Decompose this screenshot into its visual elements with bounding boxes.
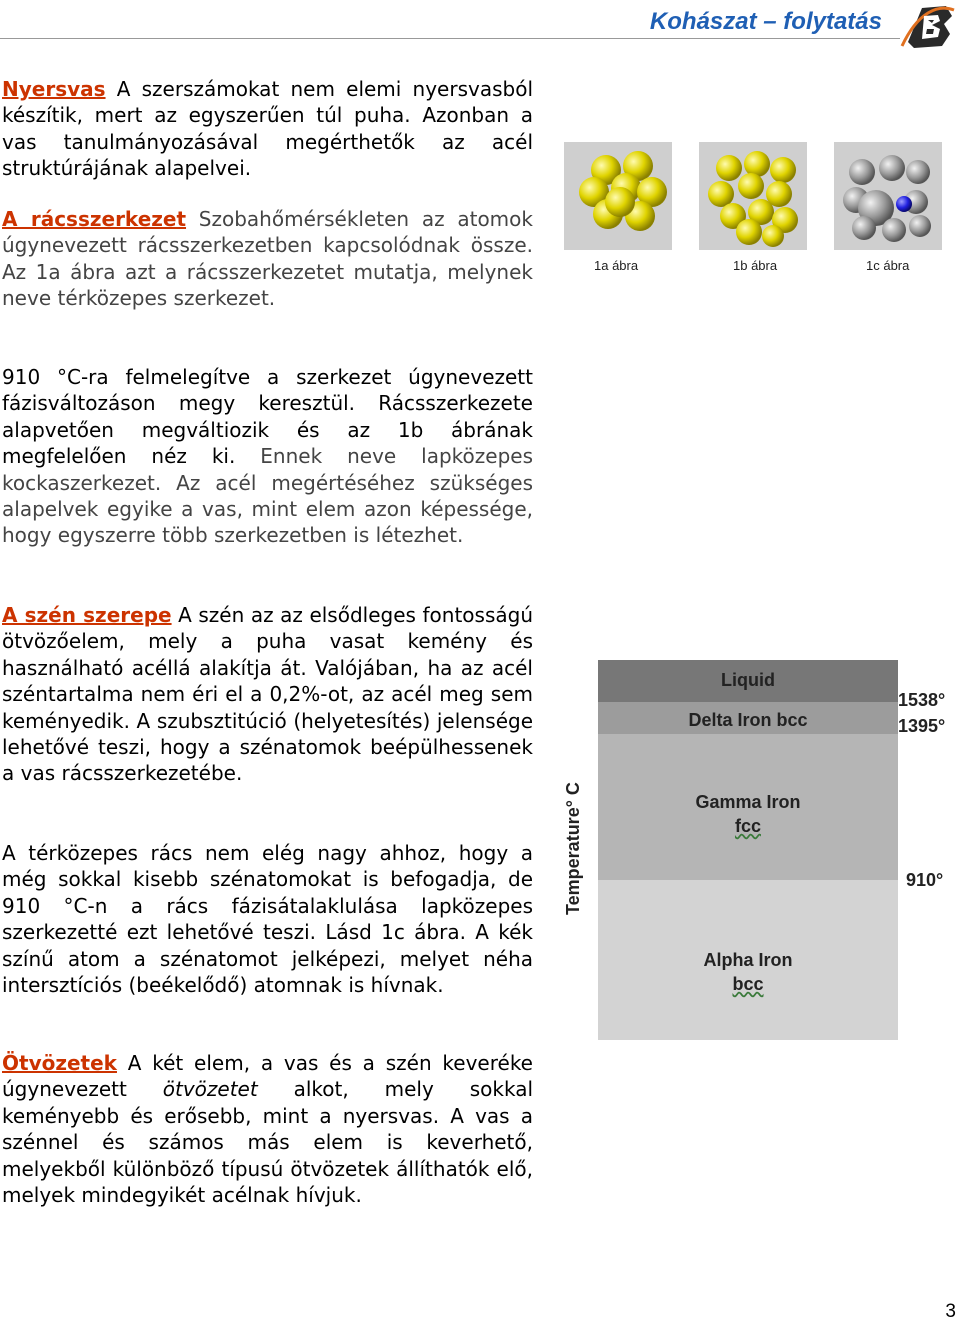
fcc-lattice-icon xyxy=(699,142,807,250)
header-title: Kohászat – folytatás xyxy=(649,8,882,35)
label-liquid: Liquid xyxy=(721,670,775,690)
temp-1538: 1538° xyxy=(898,690,946,710)
temp-910: 910° xyxy=(906,870,944,890)
text-racsszerkezet: Szobahőmérsékleten az atomok úgynevezett rácsszerkezetben kapcsolódnak össze. Az 1a ábra azt a rácsszerkezetet mutatja, melynek neve térközepes szerkezet. xyxy=(2,207,533,311)
phase-diagram xyxy=(598,660,948,1040)
text-fazis-b: Ennek neve lapközepes kockaszerkezet. Az acél megértéséhez szükséges alapelvek egyike a vas, mint elem azon képessége, hogy egyszerre több szerkezetben is létezhet. xyxy=(2,444,534,548)
carbon-atom-icon xyxy=(896,196,912,212)
header-rule xyxy=(0,38,900,39)
text-nyersvas: A szerszámokat nem elemi nyersvasból készítik, mert az egyszerűen túl puha. Azonban a vas tanulmányozásával megérthetők az acél struktúrájának alapelvei. xyxy=(2,77,533,181)
text-otvozetek-italic: ötvözetet xyxy=(162,1077,258,1102)
figure-1b-fcc xyxy=(699,142,807,250)
paragraph-terkozepes xyxy=(2,840,533,998)
paragraph-otvozetek xyxy=(2,1050,533,1208)
term-szen-szerepe: A szén szerepe xyxy=(2,603,172,627)
paragraph-racsszerkezet xyxy=(2,206,533,312)
text-szen-szerepe: A szén az az elsődleges fontosságú ötvözőelem, mely a puha vasat kemény és használható acéllá alakítja át. Valójában, ha az acél széntartalma nem éri el a 0,2%-ot, az acél meg sem keményedik. A szubsztitúció (helyetesítés) jelensége lehetővé teszi, hogy a szénatomok beépülhessenek a vas rácsszerkezetébe. xyxy=(2,603,533,786)
text-terkozepes: A térközepes rács nem elég nagy ahhoz, hogy a még sokkal kisebb szénatomokat is befogadja, de 910 °C-n a rács fázisátalaklulása lapközepes szerkezetté ezt lehetővé teszi. Lásd 1c ábra. A kék színű atom a szénatomot jelképezi, melyet néha intersztíciós (beékelődő) atomnak is hívnak. xyxy=(2,841,533,998)
label-gamma-1: Gamma Iron xyxy=(695,792,801,812)
text-otvozetek-b: alkot, mely sokkal keményebb és erősebb, mint a nyersvas. A vas a szénnel és számos más elem is keverhető, melyekből különböző típusú ötvözetek állíthatók elő, melyek mindegyikét acélnak hívjuk. xyxy=(2,1077,534,1208)
figure-1c-carbon xyxy=(834,142,942,250)
text-otvozetek-a: A két elem, a vas és a szén keveréke úgynevezett xyxy=(2,1051,533,1102)
term-otvozetek: Ötvözetek xyxy=(2,1051,117,1075)
paragraph-fazisvaltozas xyxy=(2,364,533,549)
caption-1a: 1a ábra xyxy=(594,258,639,273)
logo-icon xyxy=(898,2,956,50)
temp-1395: 1395° xyxy=(898,716,946,736)
caption-1b: 1b ábra xyxy=(733,258,778,273)
label-alpha-2: bcc xyxy=(732,974,764,994)
y-axis-label: Temperature° C xyxy=(563,782,583,915)
text-fazis-a: 910 °C-ra felmelegítve a szerkezet úgynevezett fázisváltozáson megy keresztül. Rácsszerkezete alapvetően megváltiozik és az 1b ábrának megfelelően néz ki. xyxy=(2,365,533,469)
bcc-lattice-icon xyxy=(564,142,672,250)
label-alpha-1: Alpha Iron xyxy=(703,950,793,970)
page-number: 3 xyxy=(945,1301,956,1322)
paragraph-szen-szerepe xyxy=(2,602,533,787)
fcc-carbon-lattice-icon xyxy=(834,142,942,250)
caption-1c: 1c ábra xyxy=(866,258,910,273)
term-racsszerkezet: A rácsszerkezet xyxy=(2,207,187,231)
figure-1a-bcc xyxy=(564,142,672,250)
label-delta: Delta Iron bcc xyxy=(688,710,808,730)
term-nyersvas: Nyersvas xyxy=(2,77,106,101)
paragraph-nyersvas xyxy=(2,76,533,182)
label-gamma-2: fcc xyxy=(734,816,761,836)
